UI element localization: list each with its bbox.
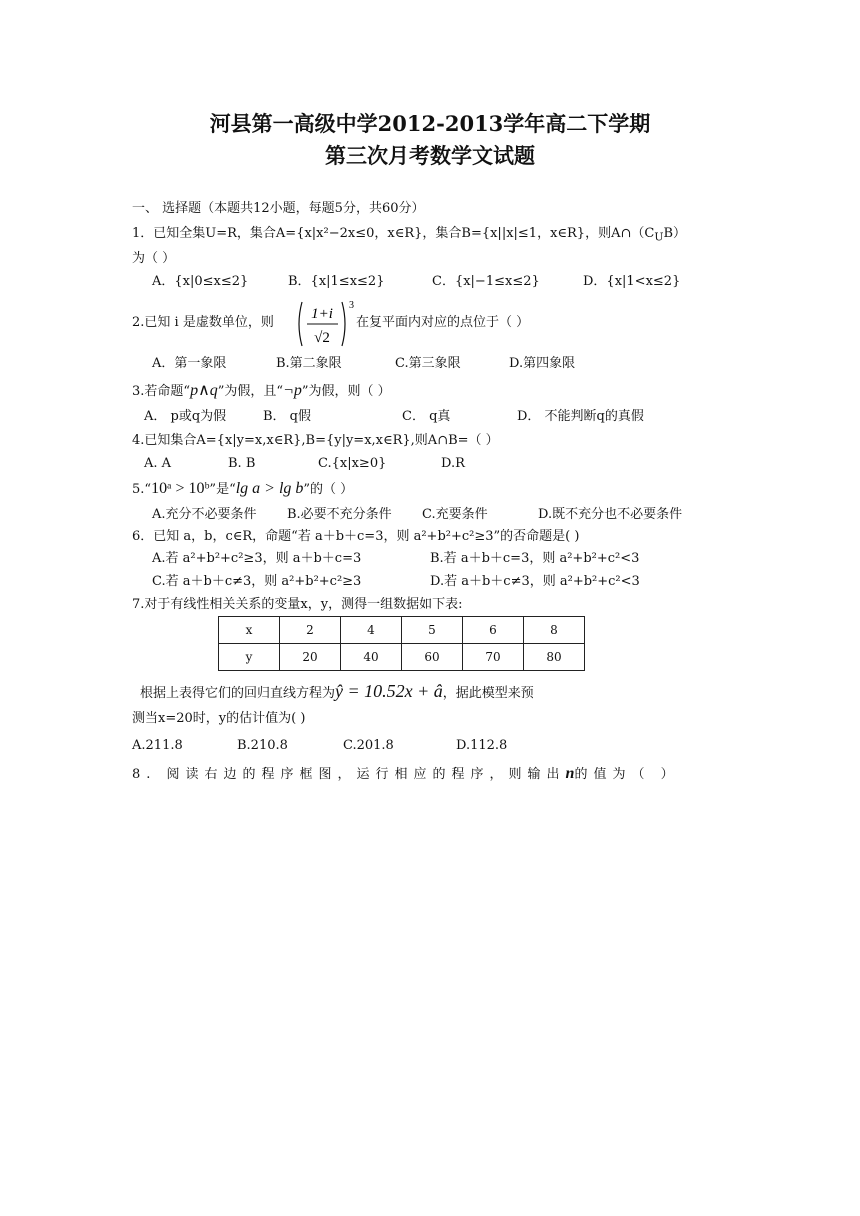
q1-option-a: A．{x|0≤x≤2} bbox=[152, 274, 249, 289]
q1-option-d: D．{x|1<x≤2} bbox=[583, 274, 681, 289]
q7-stem: 7.对于有线性相关关系的变量x，y，测得一组数据如下表: bbox=[132, 597, 463, 612]
q7-data-table bbox=[218, 616, 585, 671]
table-row bbox=[219, 644, 585, 671]
q3-option-b: B． q假 bbox=[263, 409, 312, 424]
q8-stem: 8. 阅读右边的程序框图，运行相应的程序，则输出n的值为（ ） bbox=[132, 765, 680, 782]
q5-option-a: A.充分不必要条件 bbox=[152, 507, 257, 522]
q1-stem: 1．已知全集U=R，集合A={x|x²−2x≤0，x∈R}，集合B={x||x|≤1，x∈R}，则$A\cap(C_UB)$ bbox=[132, 226, 687, 244]
q2-stem-b: 在复平面内对应的点位于（ ） bbox=[356, 315, 530, 330]
q2-frac-numerator: 1+i bbox=[311, 306, 333, 322]
table-row bbox=[219, 617, 585, 644]
q7-option-d: D.112.8 bbox=[456, 738, 508, 753]
q2-option-c: C.第三象限 bbox=[395, 356, 461, 371]
q1-option-c: C．{x|−1≤x≤2} bbox=[432, 274, 540, 289]
table-cell: 4 bbox=[341, 617, 402, 644]
q6-option-a: A.若 a²+b²+c²≥3，则 a＋b＋c=3 bbox=[152, 551, 362, 566]
section-heading: 一、 选择题（本题共12小题，每题5分，共60分） bbox=[132, 201, 425, 216]
q4-option-c: C.{x|x≥0} bbox=[318, 456, 387, 471]
q1-option-b: B．{x|1≤x≤2} bbox=[288, 274, 385, 289]
q2-stem-a: 2.已知 i 是虚数单位，则 bbox=[132, 315, 274, 330]
q4-option-a: A. A bbox=[144, 456, 172, 471]
table-cell: x bbox=[219, 617, 280, 644]
q3-stem: 3.若命题“p∧q”为假，且“¬p”为假，则（ ） bbox=[132, 382, 391, 399]
q6-option-c: C.若 a＋b＋c≠3，则 a²+b²+c²≥3 bbox=[152, 574, 362, 589]
table-cell: 5 bbox=[402, 617, 463, 644]
q2-option-d: D.第四象限 bbox=[509, 356, 576, 371]
table-cell: 80 bbox=[524, 644, 585, 671]
q1-stem-cont: 为（ ） bbox=[132, 251, 176, 266]
q6-stem: 6．已知 a，b，c∈R，命题“若 a＋b＋c=3，则 a²+b²+c²≥3”的否命题是( ) bbox=[132, 529, 580, 544]
q4-stem: 4.已知集合A={x|y=x,x∈R},B={y|y=x,x∈R},则A∩B=（ ） bbox=[132, 433, 499, 448]
table-cell: 70 bbox=[463, 644, 524, 671]
q5-option-b: B.必要不充分条件 bbox=[287, 507, 392, 522]
table-cell: y bbox=[219, 644, 280, 671]
q6-option-d: D.若 a＋b＋c≠3，则 a²+b²+c²<3 bbox=[430, 574, 640, 589]
table-cell: 6 bbox=[463, 617, 524, 644]
q5-option-c: C.充要条件 bbox=[422, 507, 488, 522]
q7-stem-cont: 测当x=20时，y的估计值为( ) bbox=[132, 711, 306, 726]
q2-exponent: 3 bbox=[349, 300, 354, 311]
q7-option-a: A.211.8 bbox=[132, 738, 183, 753]
q2-frac-denominator: √2 bbox=[314, 330, 330, 346]
q6-option-b: B.若 a＋b＋c=3，则 a²+b²+c²<3 bbox=[430, 551, 640, 566]
q7-regression-text: 根据上表得它们的回归直线方程为ŷ = 10.52x + â，据此模型来预 bbox=[140, 681, 534, 701]
q3-expr-p-and-q: p∧q bbox=[190, 382, 218, 399]
table-cell: 60 bbox=[402, 644, 463, 671]
q4-option-d: D.R bbox=[441, 456, 465, 471]
q3-expr-not-p: ¬p bbox=[283, 382, 302, 399]
q3-option-a: A． p或q为假 bbox=[144, 409, 227, 424]
page-subtitle: 第三次月考数学文试题 bbox=[325, 143, 535, 168]
q4-option-b: B. B bbox=[228, 456, 256, 471]
q2-option-b: B.第二象限 bbox=[276, 356, 342, 371]
q2-fraction bbox=[294, 298, 356, 350]
q2-option-a: A．第一象限 bbox=[152, 356, 227, 371]
table-cell: 40 bbox=[341, 644, 402, 671]
q3-option-d: D． 不能判断q的真假 bbox=[517, 409, 644, 424]
table-cell: 8 bbox=[524, 617, 585, 644]
q5-expr-power: 10ᵃ > 10ᵇ bbox=[151, 480, 210, 497]
q8-variable-n: n bbox=[565, 765, 575, 782]
q5-expr-log: lg a > lg b bbox=[235, 480, 304, 497]
table-cell: 2 bbox=[280, 617, 341, 644]
q3-option-c: C． q真 bbox=[402, 409, 451, 424]
q5-stem: 5.“10ᵃ > 10ᵇ”是“lg a > lg b”的（ ） bbox=[132, 480, 354, 497]
q7-regression-equation: ŷ = 10.52x + â bbox=[335, 681, 443, 701]
q7-option-b: B.210.8 bbox=[237, 738, 288, 753]
page-title: 河县第一高级中学2012-2013学年高二下学期 bbox=[209, 111, 651, 136]
q7-option-c: C.201.8 bbox=[343, 738, 394, 753]
table-cell: 20 bbox=[280, 644, 341, 671]
q5-option-d: D.既不充分也不必要条件 bbox=[538, 507, 683, 522]
